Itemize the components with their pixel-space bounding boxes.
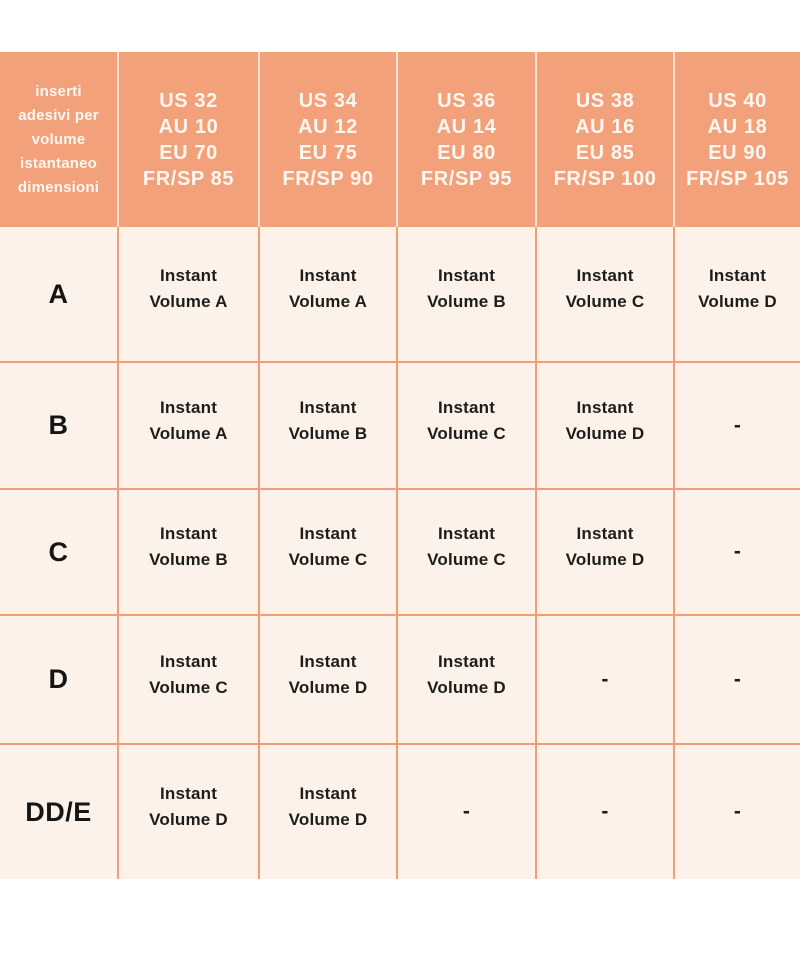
- size-value-line: Instant: [576, 524, 634, 543]
- size-value-line: Volume D: [698, 292, 777, 311]
- header-size-line: EU 70: [159, 141, 218, 164]
- header-corner-cell: [0, 52, 117, 227]
- header-size-line: AU 10: [158, 115, 219, 138]
- size-value-line: Instant: [159, 784, 218, 803]
- size-value-line: Instant: [437, 397, 496, 417]
- header-size-line: US 32: [159, 89, 218, 112]
- size-value-line: Instant: [437, 524, 496, 543]
- empty-value-cell: -: [673, 363, 800, 488]
- header-size-cell: [117, 52, 258, 227]
- size-value-cell: [117, 616, 258, 743]
- size-value-cell: [258, 227, 396, 361]
- size-value-line: Instant: [437, 266, 496, 285]
- size-value-line: Instant: [159, 524, 218, 543]
- empty-value-cell: -: [673, 616, 800, 743]
- header-size-cell: [535, 52, 673, 227]
- empty-value-cell: -: [396, 745, 535, 879]
- header-size-line: AU 18: [707, 115, 768, 138]
- header-size-line: AU 12: [298, 115, 358, 138]
- row-label-cell: B: [48, 410, 69, 440]
- size-value-line: Volume C: [149, 677, 228, 697]
- header-size-line: EU 80: [437, 141, 496, 164]
- header-size-line: FR/SP 90: [282, 167, 374, 190]
- size-value-line: Volume C: [427, 423, 506, 443]
- table-row: [0, 614, 800, 743]
- size-value-cell: [258, 745, 396, 879]
- row-label-cell: A: [48, 278, 69, 309]
- size-value-line: Volume B: [149, 550, 228, 569]
- header-size-line: EU 90: [708, 141, 767, 164]
- size-value-line: Volume D: [149, 810, 228, 829]
- header-size-cell: [396, 52, 535, 227]
- size-value-cell: [535, 227, 673, 361]
- size-value-line: Volume B: [427, 292, 506, 311]
- header-size-line: EU 85: [575, 141, 635, 164]
- size-value-line: Volume C: [565, 292, 645, 311]
- header-size-line: US 34: [298, 89, 358, 112]
- size-value-line: Volume D: [565, 550, 645, 569]
- header-size-cell: [258, 52, 396, 227]
- empty-value-cell: -: [535, 616, 673, 743]
- size-value-line: Instant: [159, 397, 218, 417]
- size-value-cell: [535, 363, 673, 488]
- size-value-line: Instant: [437, 651, 496, 671]
- size-value-line: Instant: [708, 266, 767, 285]
- empty-value-cell: -: [673, 490, 800, 614]
- header-size-line: EU 75: [298, 141, 358, 164]
- table-row: [0, 361, 800, 488]
- size-value-cell: [258, 490, 396, 614]
- empty-value-cell: -: [673, 745, 800, 879]
- size-value-line: Instant: [299, 397, 357, 417]
- size-value-line: Instant: [576, 397, 634, 417]
- size-value-line: Volume C: [288, 550, 368, 569]
- empty-value-cell: -: [535, 745, 673, 879]
- header-corner-line: dimensioni: [17, 178, 100, 196]
- header-corner-line: inserti: [35, 82, 82, 100]
- size-value-line: Volume A: [149, 423, 228, 443]
- table-header-row: [0, 52, 800, 227]
- header-corner-line: istantaneo: [19, 154, 97, 172]
- size-value-cell: [673, 227, 800, 361]
- row-label-cell: DD/E: [25, 796, 92, 827]
- header-size-line: FR/SP 100: [553, 167, 657, 190]
- size-value-line: Instant: [576, 266, 634, 285]
- table-row: [0, 743, 800, 879]
- size-value-line: Volume C: [427, 550, 506, 569]
- size-value-line: Volume D: [288, 677, 368, 697]
- header-corner-line: adesivi per: [18, 106, 99, 124]
- size-value-line: Volume D: [427, 677, 506, 697]
- size-value-line: Instant: [159, 266, 218, 285]
- header-corner-line: volume: [31, 130, 86, 148]
- row-label-cell: D: [48, 664, 69, 694]
- header-size-line: FR/SP 95: [420, 167, 513, 190]
- size-value-cell: [396, 363, 535, 488]
- size-value-cell: [396, 227, 535, 361]
- size-value-cell: [396, 490, 535, 614]
- size-value-cell: [258, 363, 396, 488]
- header-size-cell: [673, 52, 800, 227]
- size-value-line: Instant: [299, 266, 357, 285]
- size-value-line: Volume D: [565, 423, 645, 443]
- size-value-cell: [117, 227, 258, 361]
- row-label-cell: C: [48, 536, 69, 567]
- size-value-line: Volume A: [288, 292, 368, 311]
- size-value-cell: [117, 490, 258, 614]
- size-chart-table: [0, 52, 800, 879]
- table-row: [0, 227, 800, 361]
- size-value-cell: [535, 490, 673, 614]
- header-size-line: US 40: [708, 89, 767, 112]
- size-value-cell: [117, 745, 258, 879]
- size-value-cell: [258, 616, 396, 743]
- header-size-line: AU 14: [436, 115, 497, 138]
- size-value-line: Instant: [299, 524, 357, 543]
- size-value-line: Volume B: [288, 423, 368, 443]
- table-row: [0, 488, 800, 614]
- size-value-cell: [117, 363, 258, 488]
- header-size-line: AU 16: [575, 115, 635, 138]
- header-size-line: US 36: [437, 89, 496, 112]
- size-value-cell: [396, 616, 535, 743]
- header-size-line: FR/SP 105: [686, 167, 789, 190]
- size-value-line: Volume D: [288, 810, 368, 829]
- size-value-line: Instant: [159, 651, 218, 671]
- header-size-line: FR/SP 85: [142, 167, 235, 190]
- size-value-line: Volume A: [149, 292, 228, 311]
- size-value-line: Instant: [299, 784, 357, 803]
- size-value-line: Instant: [299, 651, 357, 671]
- header-size-line: US 38: [575, 89, 635, 112]
